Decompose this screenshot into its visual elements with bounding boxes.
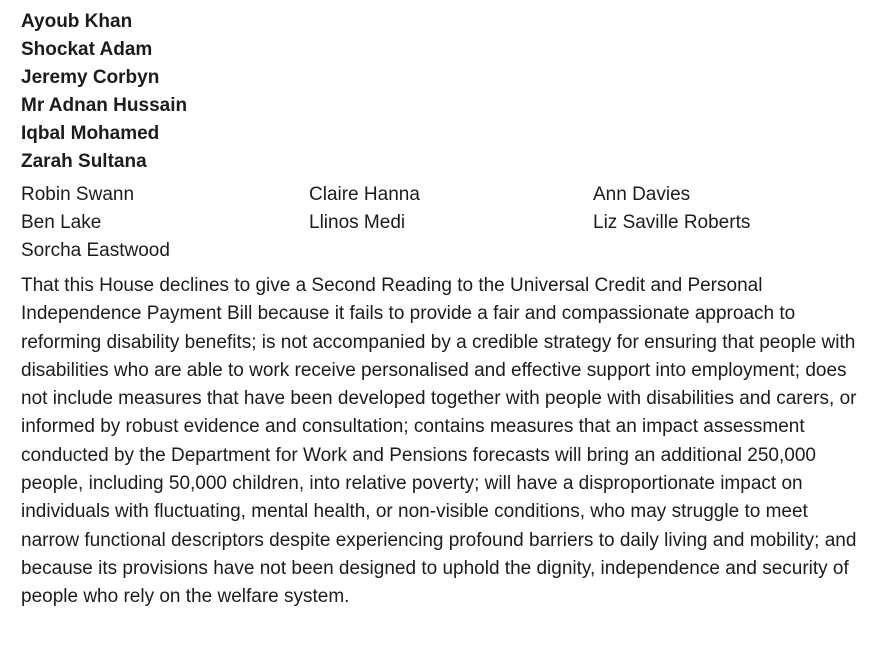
motion-text: That this House declines to give a Second Reading to the Universal Credit and Personal Independence Payment Bill because it fails to provide a fair and compassionate approach to reforming disability benefits; is not accompanied by a credible strategy for ensuring that people with disabilities who are able to work receive personalised and effective support into employment; does not include measures that have been developed together with people with disabilities and carers, or informed by robust evidence and consultation; contains measures that an impact assessment conducted by the Department for Work and Pensions forecasts will bring an additional 250,000 people, including 50,000 children, into relative poverty; will have a disproportionate impact on individuals with fluctuating, mental health, or non-visible conditions, who may struggle to meet narrow functional descriptors despite experiencing profound barriers to daily living and mobility; and because its provisions have not been designed to uphold the dignity, independence and security of people who rely on the welfare system. <box>21 275 857 608</box>
primary-signatory: Jeremy Corbyn <box>21 67 160 88</box>
primary-signatory: Shockat Adam <box>21 39 153 60</box>
primary-signatory: Ayoub Khan <box>21 11 133 32</box>
supporting-signatory: Sorcha Eastwood <box>21 240 170 261</box>
supporting-signatories-grid <box>21 181 874 265</box>
primary-signatory: Iqbal Mohamed <box>21 123 160 144</box>
primary-signatory: Zarah Sultana <box>21 151 147 172</box>
supporting-signatory: Robin Swann <box>21 184 135 205</box>
supporting-signatory: Ann Davies <box>593 184 691 205</box>
supporting-signatory: Ben Lake <box>21 212 102 233</box>
supporting-signatory: Liz Saville Roberts <box>593 212 751 233</box>
supporting-signatory: Llinos Medi <box>309 212 406 233</box>
supporting-signatory: Claire Hanna <box>309 184 420 205</box>
primary-signatory: Mr Adnan Hussain <box>21 95 188 116</box>
primary-signatories-list <box>21 8 874 176</box>
